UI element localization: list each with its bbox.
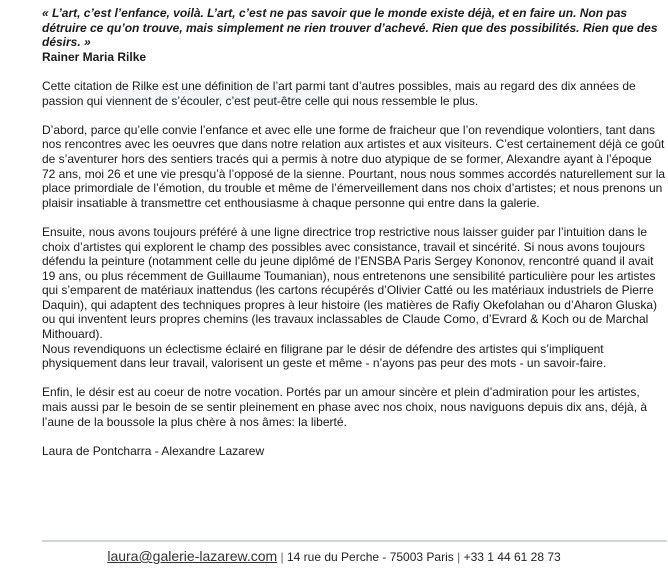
paragraph-enfance: D’abord, parce qu’elle convie l’enfance et avec elle une forme de fraicheur que l’on revendique volontiers, tant dans nos rencontres avec les oeuvres que dans notre relation aux artistes et aux visiteurs. C’est certainement déjà ce goût de s’aventurer hors des sentiers tracés qui a permis à notre duo atypique de se former, Alexandre ayant à l’époque 72 ans, moi 26 et une vie presqu’à l’opposé de la sienne. Pourtant, nous nous sommes accordés naturellement sur la place primordiale de l’émotion, du trouble et même de l’émerveillement dans nos choix d’artistes; et nous prenons un plaisir insatiable à transmettre cet enthousiasme à chaque personne qui entre dans la galerie. xyxy=(42,122,666,210)
paragraph-intro: Cette citation de Rilke est une définition de l’art parmi tant d’autres possibles, mais au regard des dix années de passion qui viennent de s’écouler, c’est peut-être celle qui nous ressemble le plus. xyxy=(42,78,636,108)
signature: Laura de Pontcharra - Alexandre Lazarew xyxy=(42,443,265,458)
email-link[interactable]: laura@galerie-lazarew.com xyxy=(107,548,278,564)
paragraph-intuition: Ensuite, nous avons toujours préféré à une ligne directrice trop restrictive nous laisser guider par l’intuition dans le choix d’artistes qui explorent le champ des possibles avec consistance, travail et sincérité. Si nous avons toujours défendu la peinture (notamment celle du jeune diplômé de l’ENSBA Paris Sergey Kononov, rencontré quand il avait 19 ans, ou plus récemment de Guillaume Toumanian), nous entretenons une sensibilité particulière pour les artistes qui s’emparent de matériaux inattendus (les cartons récupérés d’Olivier Catté ou les matériaux industriels de Pierre Daquin), qui adaptent des techniques propres à leur histoire (les matières de Rafiy Okefolahan ou d’Aharon Gluska) ou qui inventent leurs propres chemins (les travaux inclassables de Claude Como, d’Evrard & Koch ou de Marchal Mithouard). xyxy=(42,224,658,342)
footer-separator: | xyxy=(457,550,461,564)
paragraph-eclectisme: Nous revendiquons un éclectisme éclairé en filigrane par le désir de défendre des artistes qui s’impliquent physiquement dans leur travail, valorisent un geste et même - n’ayons pas peur des mots - un savoir-faire. xyxy=(42,341,607,371)
footer-address: 14 rue du Perche - 75003 Paris xyxy=(286,550,454,564)
footer-phone: +33 1 44 61 28 73 xyxy=(463,550,561,564)
footer-separator: | xyxy=(280,550,284,564)
article xyxy=(42,6,667,470)
quote-author: Rainer Maria Rilke xyxy=(42,49,147,64)
epigraph xyxy=(42,6,667,64)
paragraph-desir: Enfin, le désir est au coeur de notre vocation. Portés par un amour sincère et plein d’admiration pour les artistes, mais aussi par le besoin de se sentir pleinement en phase avec nos choix, nous naviguons depuis dix ans, déjà, à l’aune de la boussole la plus chère à nos âmes: la liberté. xyxy=(42,385,648,429)
footer-divider xyxy=(42,540,667,542)
quote-text: « L’art, c’est l’enfance, voilà. L’art, c’est ne pas savoir que le monde existe déjà, et en faire un. Non pas détruire ce qu’on trouve, mais simplement ne rien trouver d’achevé. Rien que des possibilités. Rien que des désirs. » xyxy=(42,6,658,50)
footer xyxy=(0,549,668,565)
